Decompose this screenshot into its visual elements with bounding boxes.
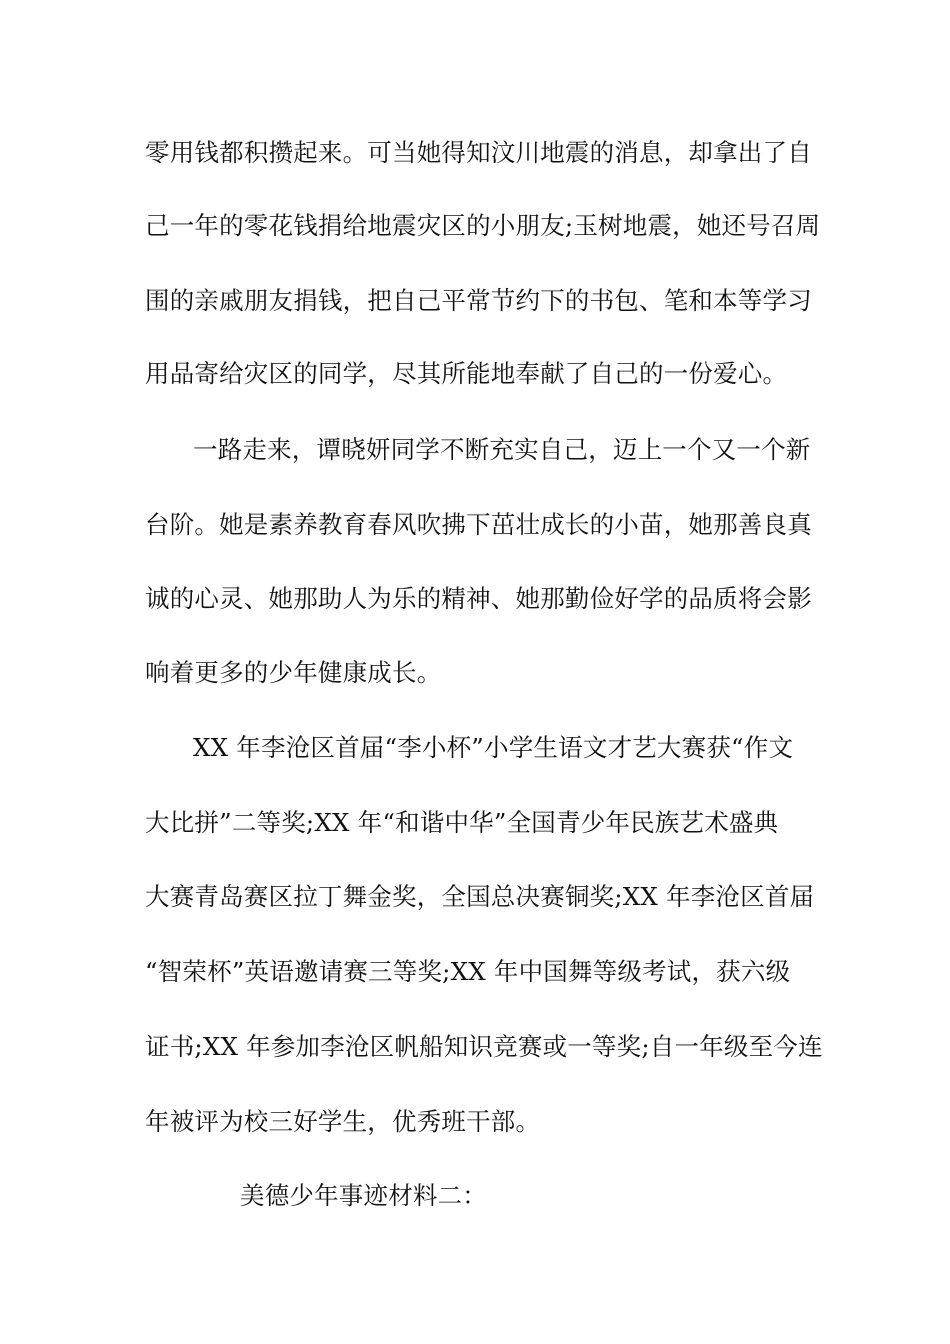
paragraph-line: 大赛青岛赛区拉丁舞金奖，全国总决赛铜奖;XX 年李沧区首届 xyxy=(145,882,815,911)
paragraph-line: “智荣杯”英语邀请赛三等奖;XX 年中国舞等级考试，获六级 xyxy=(145,957,791,986)
paragraph-line: 响着更多的少年健康成长。 xyxy=(145,658,442,687)
paragraph-line: 证书;XX 年参加李沧区帆船知识竞赛或一等奖;自一年级至今连 xyxy=(145,1032,823,1061)
paragraph-line: 零用钱都积攒起来。可当她得知汶川地震的消息，却拿出了自 xyxy=(145,138,812,167)
paragraph-line: 大比拼”二等奖;XX 年“和谐中华”全国青少年民族艺术盛典 xyxy=(145,808,779,837)
paragraph-line: 年被评为校三好学生，优秀班干部。 xyxy=(145,1107,541,1136)
paragraph-line: 台阶。她是素养教育春风吹拂下茁壮成长的小苗，她那善良真 xyxy=(145,510,812,539)
paragraph-line: 诚的心灵、她那助人为乐的精神、她那勤俭好学的品质将会影 xyxy=(145,584,812,613)
paragraph-line: 己一年的零花钱捐给地震灾区的小朋友;玉树地震，她还号召周 xyxy=(145,211,821,240)
paragraph-line: XX 年李沧区首届“李小杯”小学生语文才艺大赛获“作文 xyxy=(193,733,794,762)
paragraph-line: 一路走来，谭晓妍同学不断充实自己，迈上一个又一个新 xyxy=(193,435,811,464)
paragraph-line: 围的亲戚朋友捐钱，把自己平常节约下的书包、笔和本等学习 xyxy=(145,286,812,315)
paragraph-line: 用品寄给灾区的同学，尽其所能地奉献了自己的一份爱心。 xyxy=(145,359,788,388)
section-heading: 美德少年事迹材料二： xyxy=(240,1181,487,1210)
